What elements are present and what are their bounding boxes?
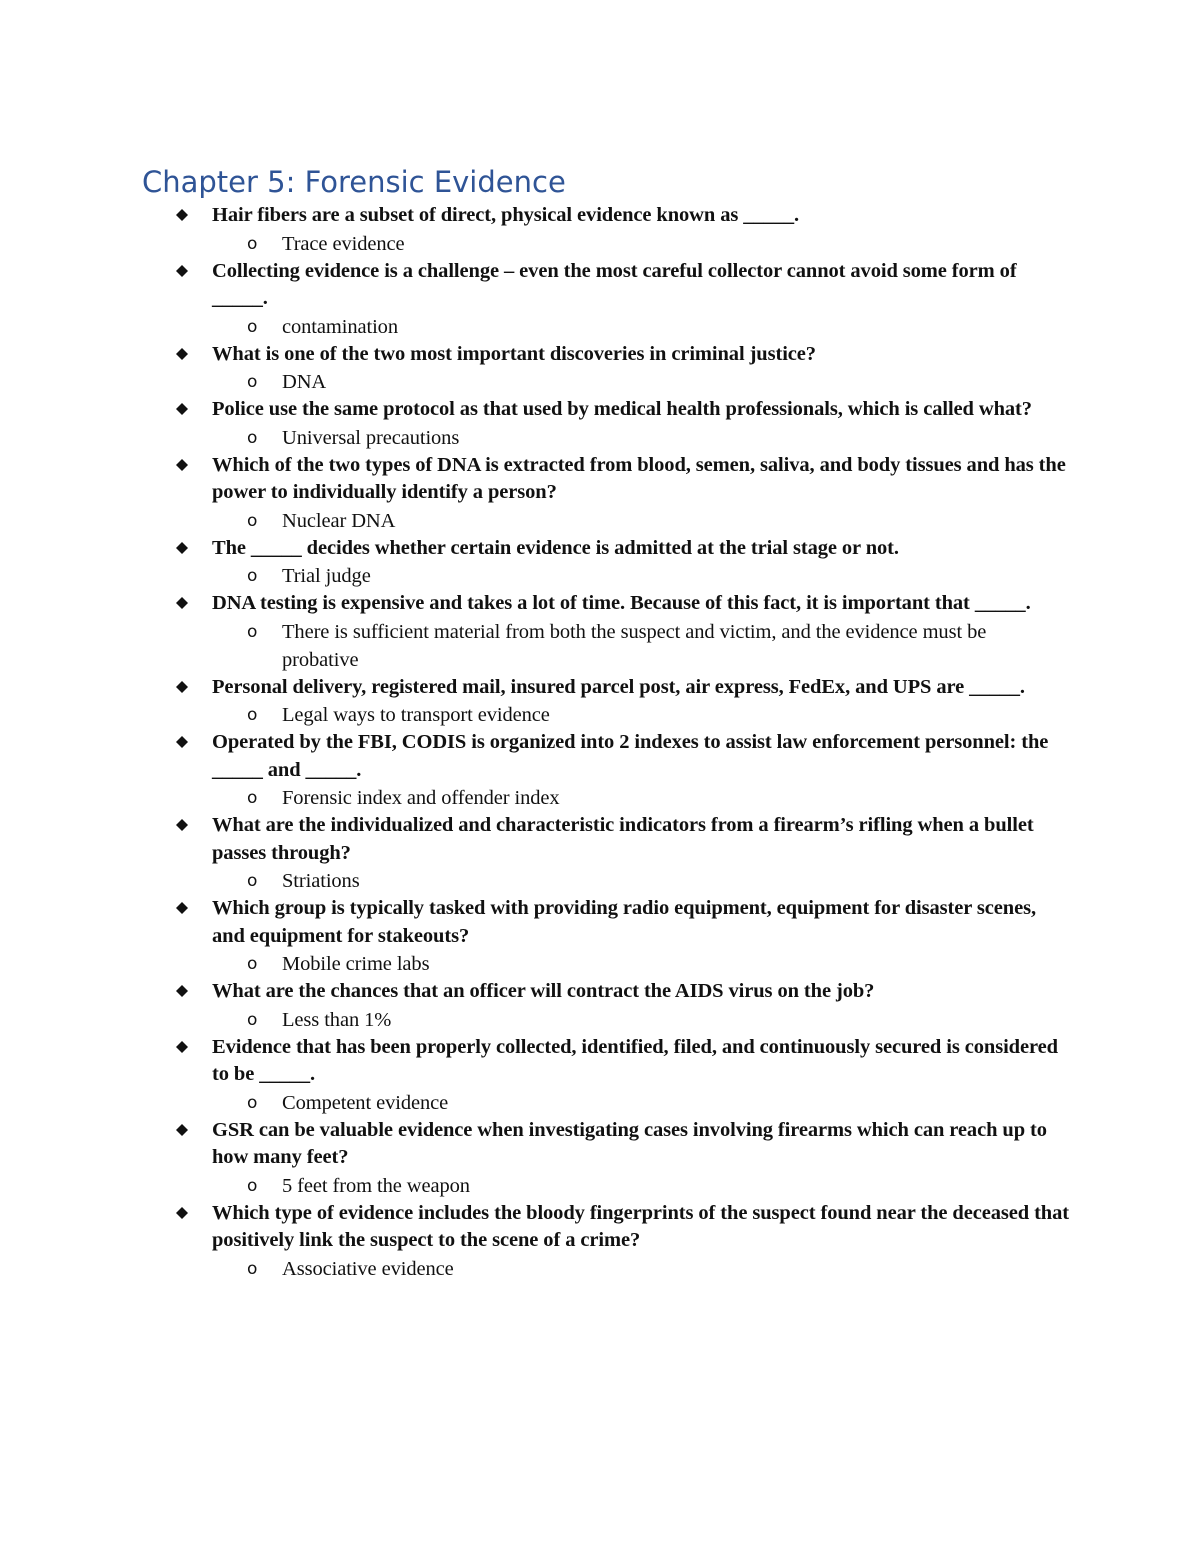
question-text: Operated by the FBI, CODIS is organized into 2 indexes to assist law enforcement personnel: the _____ and _____.	[212, 731, 1049, 781]
question-row	[0, 202, 1072, 230]
question-list	[0, 202, 1200, 1283]
circle-bullet-icon: o	[247, 788, 258, 808]
diamond-bullet-icon	[175, 261, 188, 281]
answer-row	[0, 1255, 1052, 1283]
question-row	[0, 729, 1072, 784]
list-item	[0, 674, 1200, 730]
answer-row	[0, 424, 1052, 452]
diamond-bullet-icon	[175, 732, 188, 752]
list-item	[0, 341, 1200, 397]
circle-bullet-icon: o	[247, 566, 258, 586]
diamond-bullet-icon	[175, 981, 188, 1001]
list-item	[0, 1200, 1200, 1283]
answer-text: Mobile crime labs	[282, 953, 430, 975]
answer-row	[0, 313, 1052, 341]
answer-text: Competent evidence	[282, 1091, 449, 1114]
question-text: GSR can be valuable evidence when investigating cases involving firearms which can reach up to how many feet?	[212, 1118, 1047, 1168]
answer-row	[0, 507, 1052, 535]
answer-row	[0, 368, 1052, 396]
answer-row	[0, 784, 1052, 812]
question-text: Personal delivery, registered mail, insured parcel post, air express, FedEx, and UPS are _____.	[212, 675, 1025, 698]
answer-text: Associative evidence	[282, 1257, 454, 1280]
answer-text: Less than 1%	[282, 1008, 392, 1031]
question-text: Which type of evidence includes the bloody fingerprints of the suspect found near the deceased that positively link the suspect to the scene of a crime?	[212, 1201, 1069, 1251]
answer-row	[0, 230, 1052, 258]
question-text: Hair fibers are a subset of direct, physical evidence known as _____.	[212, 204, 800, 226]
answer-text: Legal ways to transport evidence	[282, 704, 550, 726]
list-item	[0, 895, 1200, 978]
list-item	[0, 1034, 1200, 1117]
question-row	[0, 452, 1072, 507]
circle-bullet-icon: o	[247, 372, 258, 392]
circle-bullet-icon: o	[247, 871, 258, 891]
question-text: Collecting evidence is a challenge – even the most careful collector cannot avoid some form of _____.	[212, 259, 1017, 309]
circle-bullet-icon: o	[247, 510, 258, 531]
question-text: The _____ decides whether certain evidence is admitted at the trial stage or not.	[212, 536, 899, 559]
diamond-bullet-icon	[175, 677, 188, 697]
answer-text: contamination	[282, 315, 398, 338]
answer-row	[0, 618, 1052, 674]
list-item	[0, 452, 1200, 535]
circle-bullet-icon: o	[247, 1175, 258, 1196]
question-row	[0, 978, 1072, 1006]
circle-bullet-icon: o	[247, 427, 258, 448]
question-row	[0, 812, 1072, 867]
answer-text: Universal precautions	[282, 426, 460, 449]
diamond-bullet-icon	[175, 1120, 188, 1140]
question-text: What are the individualized and characteristic indicators from a firearm’s rifling when a bullet passes through?	[212, 814, 1034, 864]
answer-row	[0, 701, 1052, 729]
diamond-bullet-icon	[175, 538, 188, 558]
question-row	[0, 895, 1072, 950]
question-row	[0, 1034, 1072, 1089]
question-text: DNA testing is expensive and takes a lot of time. Because of this fact, it is important that _____.	[212, 592, 1031, 614]
page-title: Chapter 5: Forensic Evidence	[142, 165, 566, 199]
diamond-bullet-icon	[175, 344, 188, 364]
circle-bullet-icon: o	[247, 1258, 258, 1279]
answer-text: There is sufficient material from both the suspect and victim, and the evidence must be probative	[282, 620, 987, 671]
question-row	[0, 341, 1072, 369]
circle-bullet-icon: o	[247, 705, 258, 725]
diamond-bullet-icon	[175, 1203, 188, 1223]
answer-text: Trace evidence	[282, 232, 405, 255]
answer-text: Forensic index and offender index	[282, 787, 560, 809]
answer-row	[0, 1006, 1052, 1034]
answer-row	[0, 562, 1052, 590]
circle-bullet-icon: o	[247, 954, 258, 974]
question-text: Police use the same protocol as that used by medical health professionals, which is called what?	[212, 398, 1032, 420]
list-item	[0, 535, 1200, 591]
circle-bullet-icon: o	[247, 1092, 258, 1113]
diamond-bullet-icon	[175, 455, 188, 475]
circle-bullet-icon: o	[247, 233, 258, 254]
answer-row	[0, 867, 1052, 895]
question-text: Evidence that has been properly collected, identified, filed, and continuously secured is considered to be _____.	[212, 1035, 1058, 1085]
answer-text: Striations	[282, 870, 360, 892]
question-text: What are the chances that an officer will contract the AIDS virus on the job?	[212, 980, 875, 1002]
answer-row	[0, 1172, 1052, 1200]
question-row	[0, 590, 1072, 618]
answer-text: Trial judge	[282, 565, 371, 587]
question-row	[0, 535, 1072, 563]
diamond-bullet-icon	[175, 815, 188, 835]
question-row	[0, 1200, 1072, 1255]
question-row	[0, 674, 1072, 702]
answer-text: DNA	[282, 371, 327, 393]
diamond-bullet-icon	[175, 399, 188, 419]
answer-text: Nuclear DNA	[282, 509, 396, 532]
question-text: What is one of the two most important discoveries in criminal justice?	[212, 342, 816, 365]
list-item	[0, 258, 1200, 341]
list-item	[0, 202, 1200, 258]
list-item	[0, 396, 1200, 452]
circle-bullet-icon: o	[247, 316, 258, 337]
list-item	[0, 729, 1200, 812]
question-row	[0, 258, 1072, 313]
question-text: Which group is typically tasked with providing radio equipment, equipment for disaster scenes, and equipment for stakeouts?	[212, 897, 1036, 947]
answer-text: 5 feet from the weapon	[282, 1174, 470, 1197]
list-item	[0, 978, 1200, 1034]
list-item	[0, 1117, 1200, 1200]
question-row	[0, 396, 1072, 424]
circle-bullet-icon: o	[247, 621, 258, 642]
diamond-bullet-icon	[175, 205, 188, 225]
question-text: Which of the two types of DNA is extracted from blood, semen, saliva, and body tissues and has the power to individually identify a person?	[212, 453, 1066, 503]
diamond-bullet-icon	[175, 593, 188, 613]
list-item	[0, 590, 1200, 674]
answer-row	[0, 1089, 1052, 1117]
circle-bullet-icon: o	[247, 1009, 258, 1030]
list-item	[0, 812, 1200, 895]
diamond-bullet-icon	[175, 1037, 188, 1057]
question-row	[0, 1117, 1072, 1172]
diamond-bullet-icon	[175, 898, 188, 918]
answer-row	[0, 950, 1052, 978]
